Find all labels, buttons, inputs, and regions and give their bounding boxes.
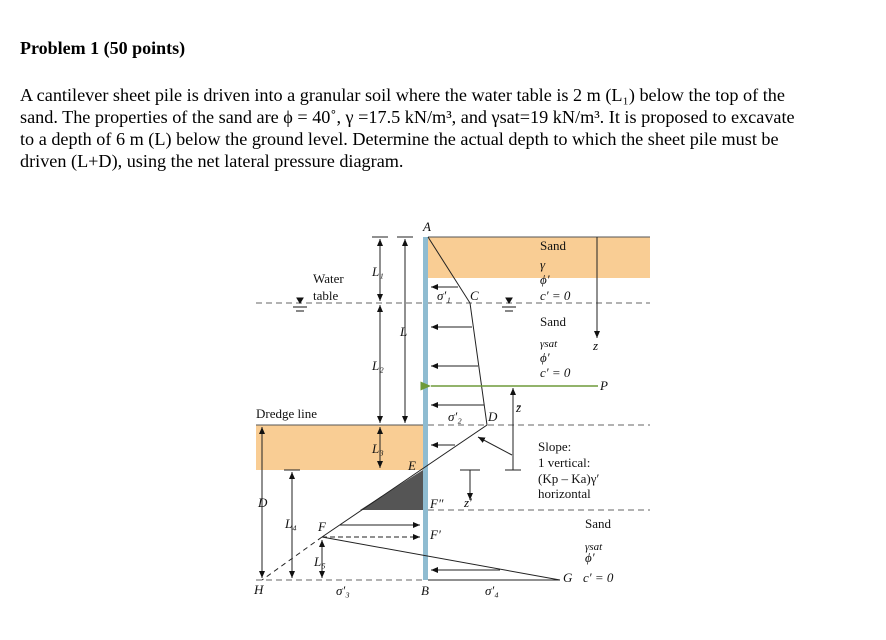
label-c: C <box>470 288 479 303</box>
label-slope: Slope: <box>538 439 572 454</box>
label-h: H <box>254 582 264 597</box>
label-z-prime: z′ <box>464 495 472 510</box>
label-slope-formula: (Kp – Ka)γ′ <box>538 471 600 486</box>
label-sand-1: Sand <box>540 238 566 253</box>
label-gamma-sat-3: γsat <box>585 541 603 553</box>
label-dredge-line: Dredge line <box>256 406 318 421</box>
label-l3: L₃ <box>372 441 384 456</box>
label-phi-2: ϕ′ <box>540 350 550 365</box>
label-l4: L₄ <box>285 516 297 531</box>
upper-sand-layer <box>428 237 650 278</box>
label-slope-vertical: 1 vertical: <box>538 455 591 470</box>
label-b: B <box>421 583 429 598</box>
label-a: A <box>423 219 431 234</box>
label-c-prime-2: c′ = 0 <box>540 365 571 380</box>
label-gamma-sat-2: γsat <box>540 338 558 350</box>
label-slope-horizontal: horizontal <box>538 486 591 501</box>
label-sigma1: σ′₁ <box>437 288 451 303</box>
label-f-double-prime: F″ <box>430 496 444 511</box>
problem-statement: A cantilever sheet pile is driven into a granular soil where the water table is 2 m (L₁) below the top of the sand. The properties of the sand are ϕ = 40˚, γ =17.5 kN/m³, and γsat=19 kN/m³. It is proposed to excavate to a depth of 6 m (L) below the ground level. Determine the actual depth to which the sheet pile must be driven (L+D), using the net lateral pressure diagram. <box>20 85 795 171</box>
label-f-prime: F′ <box>430 527 441 542</box>
label-z: z <box>593 338 599 353</box>
label-e: E <box>408 458 416 473</box>
label-table: table <box>313 288 339 303</box>
label-l2: L₂ <box>372 358 384 373</box>
label-l5: L₅ <box>314 554 326 569</box>
label-phi-3: ϕ′ <box>585 550 595 565</box>
label-d-depth: D <box>258 495 268 510</box>
label-phi-1: ϕ′ <box>540 272 550 287</box>
label-sigma3: σ′₃ <box>336 583 350 598</box>
label-sand-2: Sand <box>540 314 566 329</box>
label-p: P <box>600 378 608 393</box>
label-sigma2: σ′₂ <box>448 409 462 424</box>
label-sand-3: Sand <box>585 516 611 531</box>
label-z-bar: z̄ <box>516 400 522 415</box>
label-l1: L₁ <box>372 264 384 279</box>
label-water: Water <box>313 271 344 286</box>
label-sigma4: σ′₄ <box>485 583 499 598</box>
problem-title: Problem 1 (50 points) <box>20 38 186 58</box>
sheet-pile <box>423 237 428 580</box>
label-f: F <box>318 519 326 534</box>
label-g: G <box>563 570 573 585</box>
lower-sand-layer <box>256 425 423 470</box>
label-c-prime-3: c′ = 0 <box>583 570 614 585</box>
label-c-prime-1: c′ = 0 <box>540 288 571 303</box>
label-l: L <box>400 324 408 339</box>
label-d-point: D <box>488 409 498 424</box>
label-gamma: γ <box>540 257 546 272</box>
